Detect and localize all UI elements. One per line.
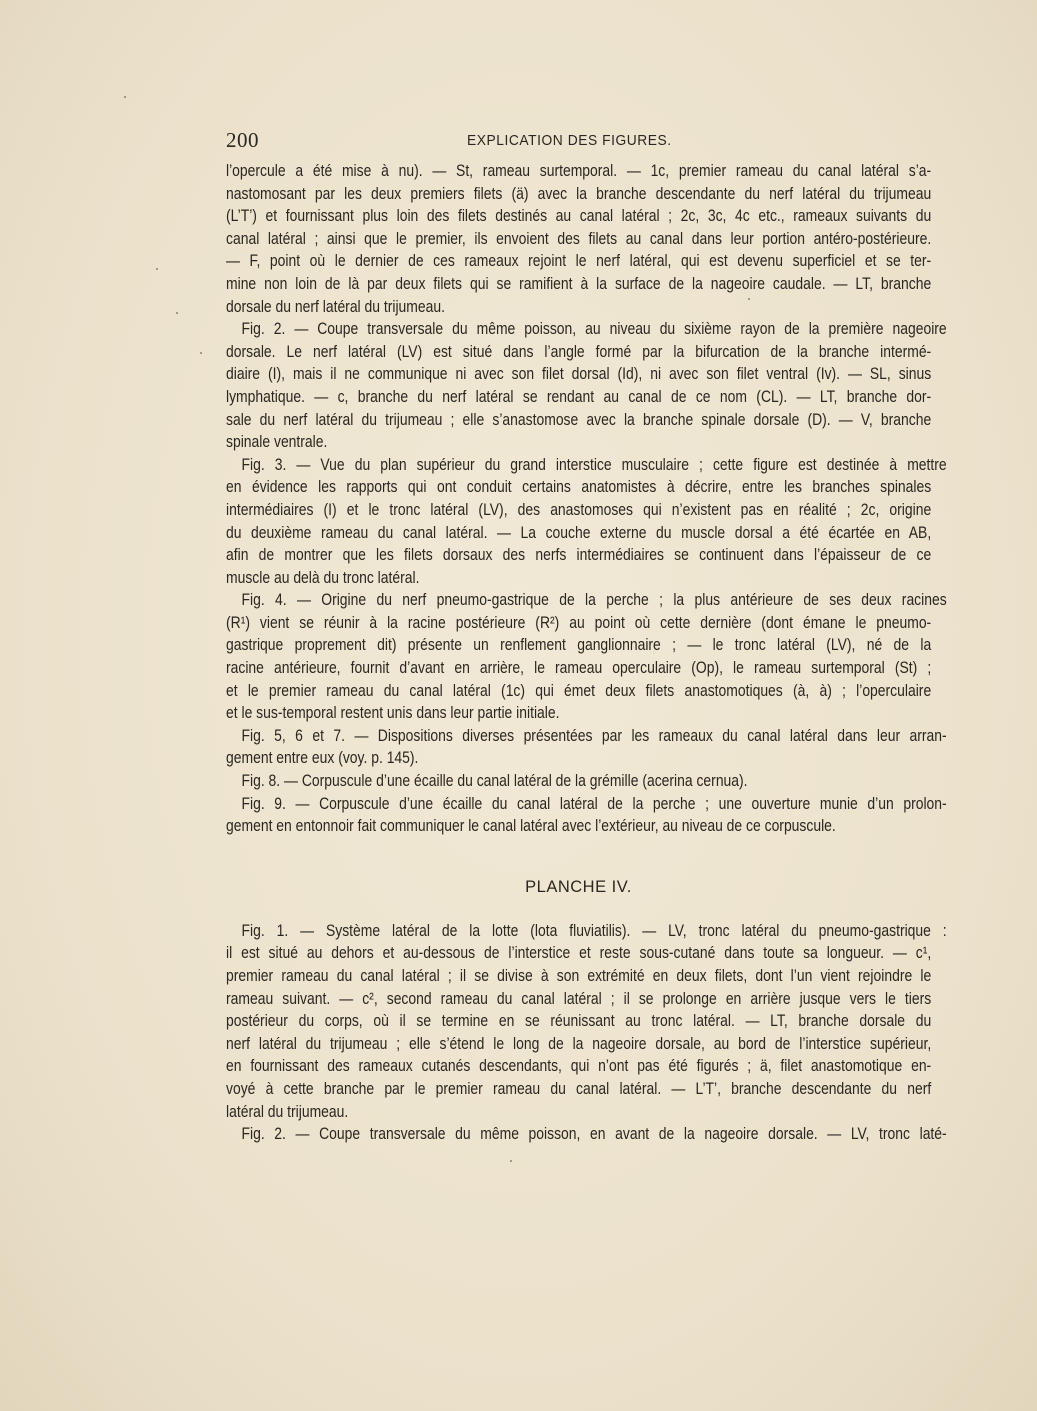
text-line: rameau suivant. — c², second rameau du canal latéral ; il se prolonge en arrière jusque vers le tiers bbox=[226, 989, 932, 1008]
paper-speck bbox=[156, 268, 158, 270]
text-line: Fig. 2. — Coupe transversale du même poisson, au niveau du sixième rayon de la première nageoire bbox=[241, 320, 947, 339]
text-line: et le sus-temporal restent unis dans leur partie initiale. bbox=[226, 704, 560, 723]
page-header bbox=[226, 128, 926, 154]
text-line: en fournissant des rameaux cutanés descendants, qui n’ont pas été figurés ; ä, filet anastomotique en- bbox=[226, 1057, 932, 1076]
text-line: dorsale du nerf latéral du trijumeau. bbox=[226, 297, 446, 316]
text-line: afin de montrer que les filets dorsaux des nerfs intermédiaires se continuent dans l’épaisseur de ce bbox=[226, 546, 932, 565]
paper-speck bbox=[200, 352, 202, 354]
text-line: l’opercule a été mise à nu). — St, rameau surtemporal. — 1c, premier rameau du canal latéral s’a- bbox=[226, 162, 932, 180]
text-line: gastrique proprement dit) présente un renflement ganglionnaire ; — le tronc latéral (LV), né de la bbox=[226, 636, 932, 655]
text-line: lymphatique. — c, branche du nerf latéral se rendant au canal de ce nom (CL). — LT, branche dor- bbox=[226, 387, 932, 406]
text-line: canal latéral ; ainsi que le premier, ils envoient des filets au canal dans leur portion antéro-postérieure. bbox=[226, 229, 932, 248]
plate-title: PLANCHE IV. bbox=[525, 877, 632, 896]
text-line: muscle au delà du tronc latéral. bbox=[226, 568, 420, 587]
page-body bbox=[226, 160, 947, 1146]
text-line: nastomosant par les deux premiers filets (ä) avec la branche descendante du nerf latéral du trijumeau bbox=[226, 184, 932, 203]
text-line: spinale ventrale. bbox=[226, 433, 328, 452]
text-line: mine non loin de là par deux filets qui se ramifient à la surface de la nageoire caudale. — LT, branche bbox=[226, 274, 932, 293]
figure-explanations-plate-iii bbox=[226, 160, 947, 838]
text-line: en évidence les rapports qui ont conduit certains anatomistes à décrire, entre les branches spinales bbox=[226, 478, 932, 497]
running-head: EXPLICATION DES FIGURES. bbox=[467, 132, 672, 149]
text-line: Fig. 3. — Vue du plan supérieur du grand interstice musculaire ; cette figure est destinée à mettre bbox=[241, 455, 947, 474]
page-number: 200 bbox=[226, 128, 259, 152]
text-line: (R¹) vient se réunir à la racine postérieure (R²) au point où cette dernière (dont émane le pneumo- bbox=[226, 613, 932, 632]
text-line: premier rameau du canal latéral ; il se divise à son extrémité en deux filets, dont l’un vient rejoindre le bbox=[226, 967, 932, 985]
text-line: sale du nerf latéral du trijumeau ; elle s’anastomose avec la branche spinale dorsale (D). — V, branche bbox=[226, 410, 932, 429]
text-line: racine antérieure, fournit d’avant en arrière, le rameau operculaire (Op), le rameau surtemporal (St) ; bbox=[226, 659, 932, 678]
text-line: dorsale. Le nerf latéral (LV) est situé dans l’angle formé par la bifurcation de la branche intermé- bbox=[226, 342, 932, 361]
text-line: latéral du trijumeau. bbox=[226, 1102, 349, 1121]
paper-speck bbox=[124, 96, 126, 98]
text-line: Fig. 8. — Corpuscule d’une écaille du canal latéral de la grémille (acerina cernua). bbox=[241, 772, 748, 791]
text-line: gement en entonnoir fait communiquer le canal latéral avec l’extérieur, au niveau de ce corpuscule. bbox=[226, 817, 836, 836]
text-line: Fig. 1. — Système latéral de la lotte (lota fluviatilis). — LV, tronc latéral du pneumo-gastrique : bbox=[241, 921, 947, 940]
text-line: Fig. 5, 6 et 7. — Dispositions diverses présentées par les rameaux du canal latéral dans leur arran- bbox=[241, 726, 947, 745]
text-line: diaire (I), mais il ne communique ni avec son filet dorsal (Id), ni avec son filet ventral (Iv). — SL, sinus bbox=[226, 365, 932, 384]
text-line: gement entre eux (voy. p. 145). bbox=[226, 749, 419, 768]
text-line: (L’T’) et fournissant plus loin des filets destinés au canal latéral ; 2c, 3c, 4c etc., rameaux suivants du bbox=[226, 207, 932, 226]
text-line: voyé à cette branche par le premier rameau du canal latéral. — L’T’, branche descendante du nerf bbox=[226, 1079, 932, 1098]
paper-speck bbox=[748, 298, 750, 300]
figure-explanations-plate-iv bbox=[226, 920, 947, 1146]
text-line: — F, point où le dernier de ces rameaux rejoint le nerf latéral, qui est devenu superficiel et se ter- bbox=[226, 252, 932, 271]
text-line: il est situé au dehors et au-dessous de l’interstice et reste sous-cutané dans toute sa longueur. — c¹, bbox=[226, 944, 932, 963]
text-line: intermédiaires (I) et le tronc latéral (LV), des anastomoses qui n’existent pas en réalité ; 2c, origine bbox=[226, 500, 932, 519]
text-line: et le premier rameau du canal latéral (1c) qui émet deux filets anastomotiques (à, à) ; l’operculaire bbox=[226, 681, 932, 700]
text-line: Fig. 4. — Origine du nerf pneumo-gastrique de la perche ; la plus antérieure de ses deux racines bbox=[241, 591, 947, 610]
text-line: postérieur du corps, où il se termine en se réunissant au tronc latéral. — LT, branche dorsale du bbox=[226, 1012, 932, 1031]
paper-speck bbox=[510, 1160, 512, 1162]
text-line: du deuxième rameau du canal latéral. — La couche externe du muscle dorsal a été écartée en AB, bbox=[226, 523, 932, 542]
text-line: Fig. 2. — Coupe transversale du même poisson, en avant de la nageoire dorsale. — LV, tronc laté- bbox=[241, 1125, 947, 1144]
text-line: Fig. 9. — Corpuscule d’une écaille du canal latéral de la perche ; une ouverture munie d’un prolon- bbox=[241, 794, 947, 813]
text-line: nerf latéral du trijumeau ; elle s’étend le long de la nageoire dorsale, au bord de l’interstice supérieur, bbox=[226, 1034, 932, 1053]
paper-speck bbox=[176, 312, 178, 314]
